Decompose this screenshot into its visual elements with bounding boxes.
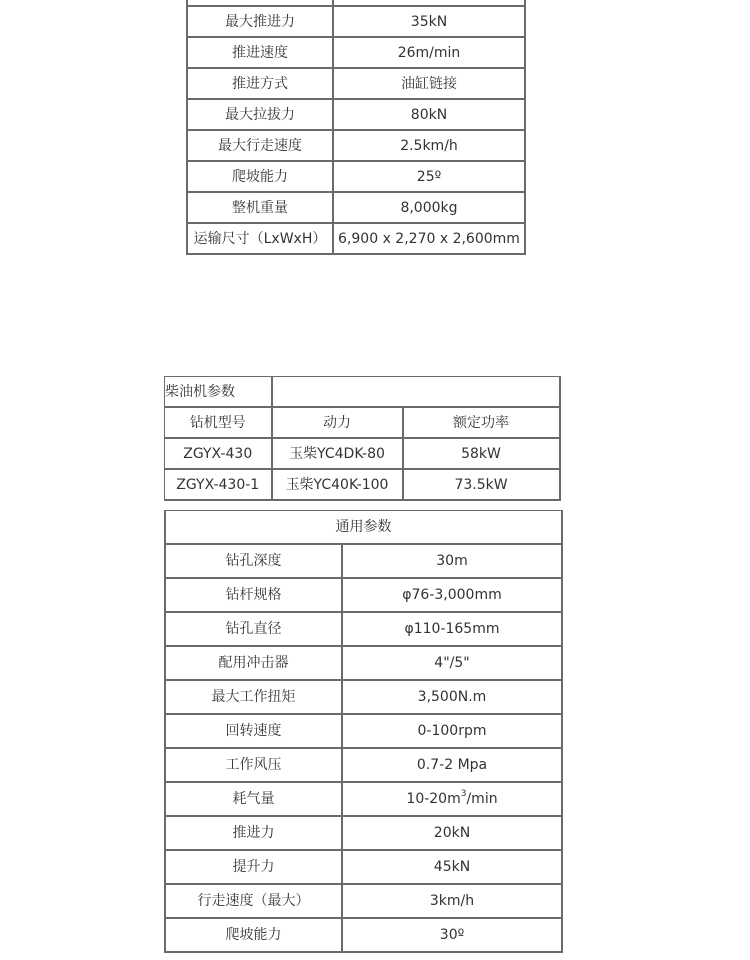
spec-value: 2.5km/h	[333, 130, 525, 161]
param-label: 工作风压	[165, 748, 342, 782]
value-superscript: 3	[460, 789, 467, 800]
table-row	[165, 612, 562, 646]
spec-label: 运输尺寸（LxWxH）	[187, 223, 333, 254]
param-value: 45kN	[342, 850, 562, 884]
value-prefix: 10-20m	[406, 791, 461, 807]
param-label: 最大工作扭矩	[165, 680, 342, 714]
spec-label: 整机重量	[187, 192, 333, 223]
power-cell: 58kW	[403, 438, 560, 469]
table-row	[187, 223, 525, 254]
table-row	[165, 469, 560, 500]
param-value: 30m	[342, 544, 562, 578]
table-header-row	[165, 511, 562, 545]
param-value: 3km/h	[342, 884, 562, 918]
table-row	[187, 68, 525, 99]
column-header: 动力	[272, 407, 403, 438]
spec-value: 6,900 x 2,270 x 2,600mm	[333, 223, 525, 254]
table-row	[165, 782, 562, 816]
table-row	[165, 884, 562, 918]
table-row	[165, 646, 562, 680]
param-value: 0.7-2 Mpa	[342, 748, 562, 782]
param-value: 0-100rpm	[342, 714, 562, 748]
param-label: 爬坡能力	[165, 918, 342, 952]
engine-cell: 玉柴YC4DK-80	[272, 438, 403, 469]
general-params-table	[164, 510, 563, 953]
param-label: 耗气量	[165, 782, 342, 816]
spec-label: 推进方式	[187, 68, 333, 99]
spec-value: 26m/min	[333, 37, 525, 68]
spec-value: 油缸链接	[333, 68, 525, 99]
diesel-table-title: 柴油机参数	[165, 377, 272, 408]
param-value: 30º	[342, 918, 562, 952]
spec-value: 25º	[333, 161, 525, 192]
table-row	[187, 37, 525, 68]
model-cell: ZGYX-430-1	[165, 469, 272, 500]
param-value	[342, 782, 562, 816]
spec-label: 最大推进力	[187, 6, 333, 37]
param-label: 钻杆规格	[165, 578, 342, 612]
column-header: 额定功率	[403, 407, 560, 438]
param-label: 提升力	[165, 850, 342, 884]
spec-table-1	[186, 0, 526, 255]
empty-cell	[272, 377, 560, 408]
spec-label: 爬坡能力	[187, 161, 333, 192]
param-value: 4"/5"	[342, 646, 562, 680]
value-suffix: /min	[466, 791, 498, 807]
table-row	[187, 130, 525, 161]
engine-cell: 玉柴YC40K-100	[272, 469, 403, 500]
table-row	[165, 438, 560, 469]
table-row	[165, 377, 560, 408]
spec-label: 推进速度	[187, 37, 333, 68]
param-label: 行走速度（最大）	[165, 884, 342, 918]
spec-value: 8,000kg	[333, 192, 525, 223]
table-row	[165, 918, 562, 952]
general-table-title: 通用参数	[165, 511, 562, 545]
spec-label: 最大行走速度	[187, 130, 333, 161]
param-value: φ110-165mm	[342, 612, 562, 646]
param-label: 推进力	[165, 816, 342, 850]
column-header: 钻机型号	[165, 407, 272, 438]
model-cell: ZGYX-430	[165, 438, 272, 469]
param-label: 回转速度	[165, 714, 342, 748]
table-row	[165, 850, 562, 884]
spec-label: 最大拉拔力	[187, 99, 333, 130]
spec-value: 35kN	[333, 6, 525, 37]
table-row	[165, 714, 562, 748]
table-row	[165, 816, 562, 850]
table-row	[165, 748, 562, 782]
param-value: 3,500N.m	[342, 680, 562, 714]
table-row	[187, 161, 525, 192]
table-row	[187, 99, 525, 130]
table-row	[187, 192, 525, 223]
param-value: φ76-3,000mm	[342, 578, 562, 612]
param-label: 配用冲击器	[165, 646, 342, 680]
table-row	[165, 680, 562, 714]
param-label: 钻孔直径	[165, 612, 342, 646]
diesel-engine-table	[164, 376, 561, 501]
param-value: 20kN	[342, 816, 562, 850]
spec-value: 80kN	[333, 99, 525, 130]
table-row	[165, 578, 562, 612]
table-row	[187, 6, 525, 37]
param-label: 钻孔深度	[165, 544, 342, 578]
table-header-row	[165, 407, 560, 438]
table-row	[165, 544, 562, 578]
power-cell: 73.5kW	[403, 469, 560, 500]
